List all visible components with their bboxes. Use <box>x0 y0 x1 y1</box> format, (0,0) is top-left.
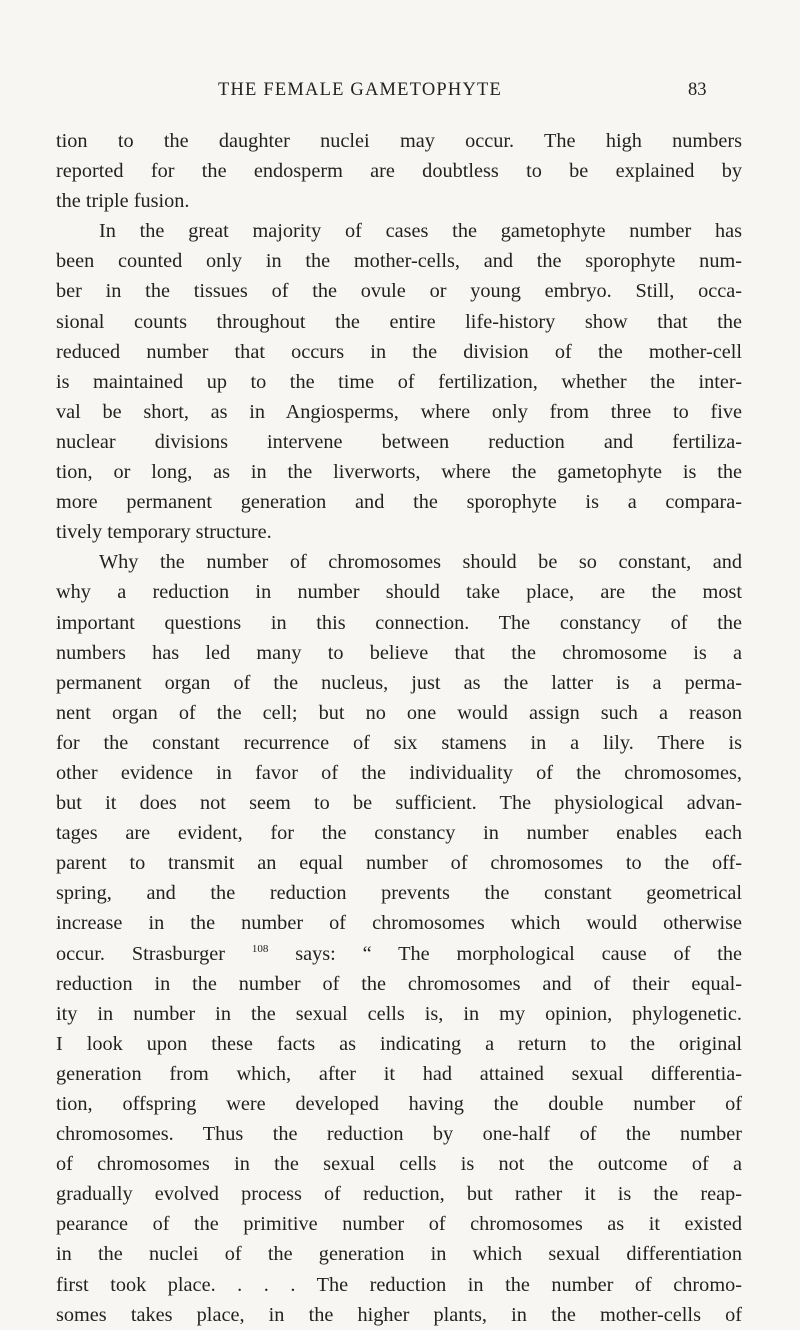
text-line: ber in the tissues of the ovule or young embryo. Still, occa- <box>56 280 742 303</box>
text-line: tion to the daughter nuclei may occur. The high numbers <box>56 130 742 152</box>
citation-author: Strasburger <box>131 942 225 965</box>
text-line: gradually evolved process of reduction, but rather it is the reap- <box>56 1183 742 1206</box>
text-line: Why the number of chromosomes should be so constant, and <box>99 551 742 574</box>
text-line: important questions in this connection. The constancy of the <box>56 611 742 634</box>
text-segment: occur. <box>56 942 105 965</box>
text-line: why a reduction in number should take place, are the most <box>56 581 742 604</box>
text-line: reported for the endosperm are doubtless to be explained by <box>56 160 742 183</box>
text-line: nuclear divisions intervene between reduction and fertiliza- <box>56 430 742 453</box>
text-line: I look upon these facts as indicating a return to the original <box>56 1032 742 1055</box>
text-line: sional counts throughout the entire life-history show that the <box>56 310 742 333</box>
text-line: nent organ of the cell; but no one would assign such a reason <box>56 701 742 724</box>
text-line: but it does not seem to be sufficient. The physiological advan- <box>56 792 742 815</box>
text-line: reduction in the number of the chromosomes and of their equal- <box>56 972 742 995</box>
text-line: somes takes place, in the higher plants, in the mother-cells of <box>56 1303 742 1326</box>
text-line: tion, or long, as in the liverworts, where the gametophyte is the <box>56 461 742 484</box>
page-number: 83 <box>688 80 707 100</box>
text-line: tively temporary structure. <box>56 521 272 544</box>
citation-reference: 108 <box>251 942 269 955</box>
text-line: In the great majority of cases the gametophyte number has <box>99 220 742 243</box>
text-line: tages are evident, for the constancy in number enables each <box>56 822 742 845</box>
text-line: tion, offspring were developed having the double number of <box>56 1093 742 1115</box>
text-line-citation <box>56 939 742 969</box>
text-line: is maintained up to the time of fertilization, whether the inter- <box>56 370 742 393</box>
text-line: of chromosomes in the sexual cells is not the outcome of a <box>56 1153 742 1176</box>
text-line: val be short, as in Angiosperms, where only from three to five <box>56 400 742 423</box>
text-line: chromosomes. Thus the reduction by one-half of the number <box>56 1123 742 1146</box>
text-line: pearance of the primitive number of chromosomes as it existed <box>56 1213 742 1236</box>
text-line: first took place. . . . The reduction in the number of chromo- <box>56 1273 742 1296</box>
body-text <box>56 126 742 1330</box>
text-line: been counted only in the mother-cells, and the sporophyte num- <box>56 250 742 273</box>
text-line: other evidence in favor of the individuality of the chromosomes, <box>56 761 742 784</box>
text-segment: says: “ The morphological cause of the <box>295 942 743 965</box>
text-line: spring, and the reduction prevents the constant geometrical <box>56 882 742 905</box>
text-line: permanent organ of the nucleus, just as the latter is a perma- <box>56 671 742 694</box>
text-line: parent to transmit an equal number of chromosomes to the off- <box>56 852 742 875</box>
text-line: in the nuclei of the generation in which sexual differentiation <box>56 1243 742 1266</box>
text-line: numbers has led many to believe that the chromosome is a <box>56 641 742 664</box>
text-line: the triple fusion. <box>56 190 190 213</box>
running-head: THE FEMALE GAMETOPHYTE <box>218 80 503 100</box>
text-line: for the constant recurrence of six stamens in a lily. There is <box>56 731 742 754</box>
text-line: reduced number that occurs in the division of the mother-cell <box>56 340 742 363</box>
text-line: increase in the number of chromosomes which would otherwise <box>56 912 742 935</box>
text-line: more permanent generation and the sporophyte is a compara- <box>56 491 742 514</box>
text-line: ity in number in the sexual cells is, in my opinion, phylogenetic. <box>56 1002 742 1025</box>
text-line: generation from which, after it had attained sexual differentia- <box>56 1062 742 1085</box>
